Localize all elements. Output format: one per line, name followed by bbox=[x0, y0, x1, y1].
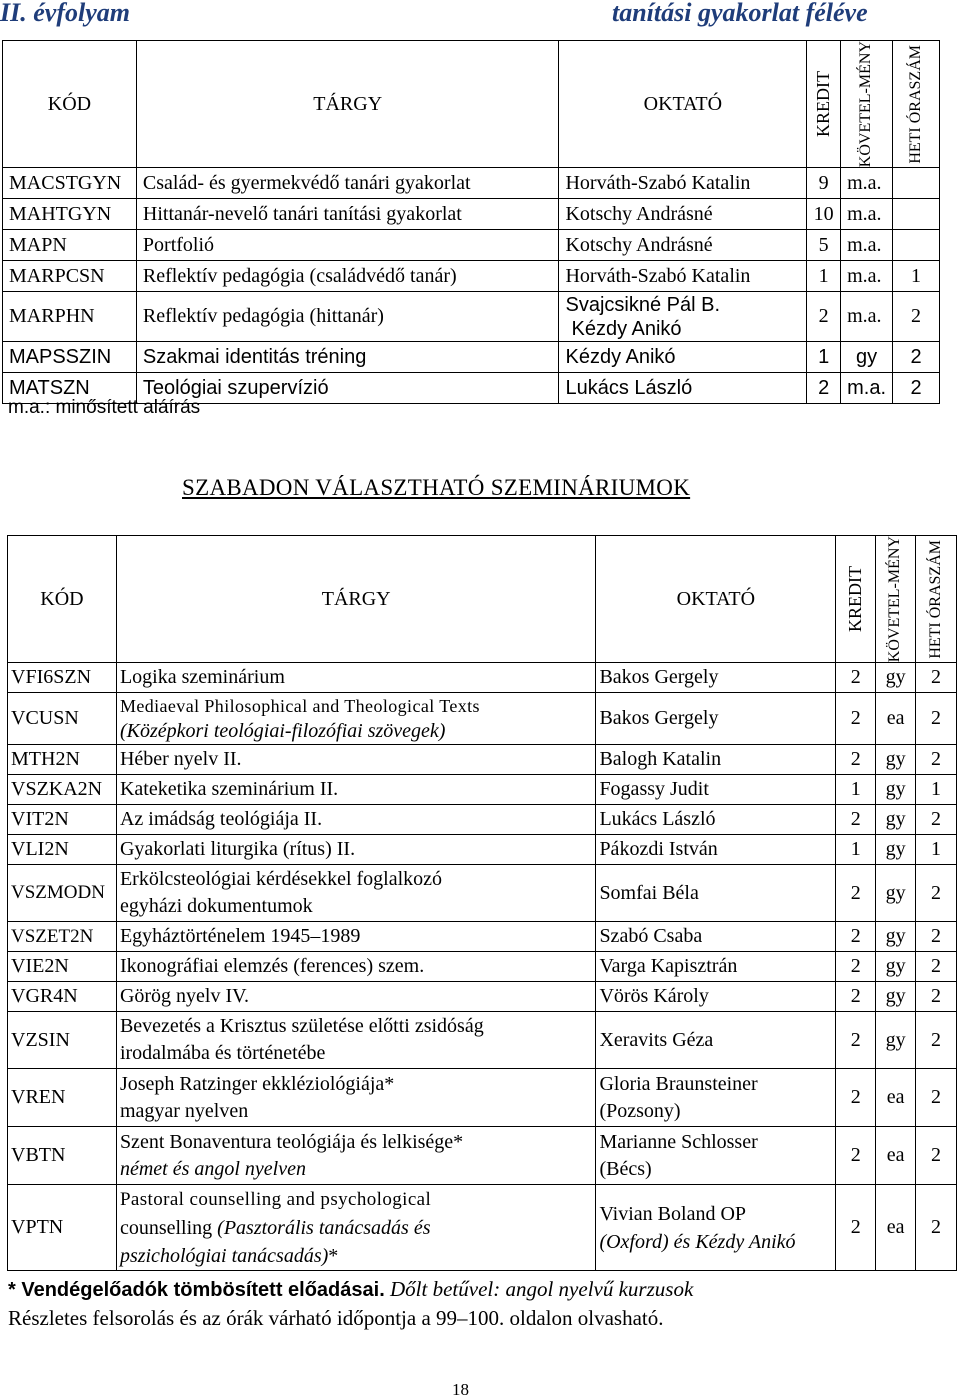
cell-kov: ea bbox=[876, 1069, 916, 1127]
cell-targy: Egyháztörténelem 1945–1989 bbox=[116, 922, 596, 952]
header-kod: KÓD bbox=[3, 41, 137, 168]
targy-line-2: magyar nyelven bbox=[119, 1099, 249, 1122]
cell-kov: gy bbox=[876, 865, 916, 922]
table-row bbox=[8, 922, 957, 952]
cell-kov: gy bbox=[876, 663, 916, 693]
cell-kredit: 1 bbox=[836, 775, 876, 805]
cell-kod: MACSTGYN bbox=[3, 168, 137, 199]
targy-line-2: német és angol nyelven bbox=[119, 1157, 306, 1180]
table-row bbox=[8, 775, 957, 805]
cell-kod: VLI2N bbox=[8, 835, 117, 865]
targy-line-2 bbox=[120, 1214, 596, 1242]
cell-kov: gy bbox=[876, 805, 916, 835]
cell-targy: Szakmai identitás tréning bbox=[136, 342, 559, 373]
cell-oktato: Bakos Gergely bbox=[596, 663, 836, 693]
cell-kredit: 2 bbox=[836, 865, 876, 922]
abbreviation-note: m.a.: minősített aláírás bbox=[8, 397, 201, 418]
cell-heti: 2 bbox=[916, 922, 957, 952]
cell-kov: gy bbox=[876, 982, 916, 1012]
page-number: 18 bbox=[452, 1380, 469, 1399]
table-row bbox=[3, 292, 940, 342]
cell-heti: 2 bbox=[916, 1069, 957, 1127]
cell-oktato: Lukács László bbox=[596, 805, 836, 835]
table-row bbox=[8, 1127, 957, 1185]
cell-kredit: 2 bbox=[836, 922, 876, 952]
header-heti: HETI ÓRASZÁM bbox=[916, 536, 957, 663]
cell-kredit: 2 bbox=[836, 1012, 876, 1069]
targy-line-2-a: counselling bbox=[119, 1216, 218, 1239]
header-kredit: KREDIT bbox=[836, 536, 876, 663]
cell-kredit: 2 bbox=[836, 1185, 876, 1271]
targy-line-1: Szent Bonaventura teológiája és lelkisége* bbox=[119, 1130, 464, 1153]
cell-heti: 2 bbox=[893, 292, 940, 342]
cell-kod: MAPN bbox=[3, 230, 137, 261]
cell-targy bbox=[116, 1069, 596, 1127]
cell-kod: MAHTGYN bbox=[3, 199, 137, 230]
cell-oktato: Vörös Károly bbox=[596, 982, 836, 1012]
oktato-line-1: Vivian Boland OP bbox=[599, 1202, 747, 1225]
table-row bbox=[8, 1012, 957, 1069]
cell-oktato: Kotschy Andrásné bbox=[559, 230, 807, 261]
table-row bbox=[8, 745, 957, 775]
cell-oktato: Szabó Csaba bbox=[596, 922, 836, 952]
cell-targy bbox=[116, 1185, 596, 1271]
cell-targy: Ikonográfiai elemzés (ferences) szem. bbox=[116, 952, 596, 982]
cell-kredit: 2 bbox=[836, 1127, 876, 1185]
cell-targy: Reflektív pedagógia (családvédő tanár) bbox=[136, 261, 559, 292]
cell-oktato: Kotschy Andrásné bbox=[559, 199, 807, 230]
cell-heti: 2 bbox=[916, 745, 957, 775]
oktato-line-2: (Pozsony) bbox=[599, 1099, 681, 1122]
cell-kod: VIT2N bbox=[8, 805, 117, 835]
cell-kredit: 2 bbox=[836, 693, 876, 745]
cell-kov: m.a. bbox=[841, 292, 893, 342]
cell-kod: VPTN bbox=[8, 1185, 117, 1271]
cell-kredit: 10 bbox=[807, 199, 841, 230]
table-row bbox=[8, 952, 957, 982]
cell-kod: MATSZN bbox=[3, 373, 137, 404]
header-targy: TÁRGY bbox=[136, 41, 559, 168]
cell-oktato: Somfai Béla bbox=[596, 865, 836, 922]
cell-kod: MTH2N bbox=[8, 745, 117, 775]
cell-heti: 2 bbox=[916, 982, 957, 1012]
targy-line-1: Joseph Ratzinger ekkléziológiája* bbox=[119, 1072, 395, 1095]
cell-targy: Görög nyelv IV. bbox=[116, 982, 596, 1012]
cell-heti: 2 bbox=[893, 342, 940, 373]
cell-kredit: 2 bbox=[836, 1069, 876, 1127]
cell-heti bbox=[893, 199, 940, 230]
cell-oktato: Pákozdi István bbox=[596, 835, 836, 865]
targy-line-2: (Középkori teológiai-filozófiai szövegek) bbox=[119, 719, 446, 742]
cell-kod: MARPHN bbox=[3, 292, 137, 342]
cell-kod: MARPCSN bbox=[3, 261, 137, 292]
cell-kod: VIE2N bbox=[8, 952, 117, 982]
cell-kov: gy bbox=[876, 775, 916, 805]
table-electives bbox=[7, 535, 957, 1271]
targy-line-2: irodalmába és történetébe bbox=[119, 1042, 326, 1065]
cell-targy: Hittanár-nevelő tanári tanítási gyakorlat bbox=[136, 199, 559, 230]
table-row bbox=[3, 199, 940, 230]
cell-oktato: Bakos Gergely bbox=[596, 693, 836, 745]
cell-targy bbox=[116, 1127, 596, 1185]
table-header-row bbox=[8, 536, 957, 663]
cell-oktato: Balogh Katalin bbox=[596, 745, 836, 775]
header-left: II. évfolyam bbox=[0, 0, 130, 27]
oktato-line-1: Gloria Braunsteiner bbox=[599, 1072, 758, 1095]
cell-kov: m.a. bbox=[841, 199, 893, 230]
table-row bbox=[3, 342, 940, 373]
targy-line-1: Bevezetés a Krisztus születése előtti zsidóság bbox=[119, 1015, 484, 1038]
table-row bbox=[3, 230, 940, 261]
cell-kredit: 1 bbox=[807, 261, 841, 292]
cell-targy: Portfolió bbox=[136, 230, 559, 261]
cell-kredit: 2 bbox=[836, 663, 876, 693]
cell-kov: m.a. bbox=[841, 373, 893, 404]
cell-kredit: 2 bbox=[836, 982, 876, 1012]
cell-oktato: Fogassy Judit bbox=[596, 775, 836, 805]
targy-line-2: egyházi dokumentumok bbox=[119, 895, 313, 918]
cell-heti: 1 bbox=[916, 835, 957, 865]
cell-kod: VSZMODN bbox=[8, 865, 117, 922]
footer-italic: Dőlt betűvel: angol nyelvű kurzusok bbox=[384, 1277, 694, 1301]
cell-kod: VCUSN bbox=[8, 693, 117, 745]
cell-kredit: 1 bbox=[836, 835, 876, 865]
targy-line-1: Erkölcsteológiai kérdésekkel foglalkozó bbox=[119, 868, 443, 891]
cell-kov: gy bbox=[841, 342, 893, 373]
targy-line-1: Pastoral counselling and psychological bbox=[119, 1188, 432, 1210]
table-row bbox=[8, 982, 957, 1012]
cell-heti: 2 bbox=[916, 1185, 957, 1271]
table-row bbox=[8, 663, 957, 693]
table-row bbox=[8, 1069, 957, 1127]
cell-kredit: 2 bbox=[836, 805, 876, 835]
oktato-line-1: Svajcsikné Pál B. bbox=[565, 293, 720, 316]
cell-kredit: 5 bbox=[807, 230, 841, 261]
cell-oktato: Xeravits Géza bbox=[596, 1012, 836, 1069]
cell-kov: ea bbox=[876, 1127, 916, 1185]
cell-heti: 2 bbox=[916, 865, 957, 922]
cell-oktato bbox=[596, 1185, 836, 1271]
cell-heti bbox=[893, 230, 940, 261]
cell-heti: 2 bbox=[893, 373, 940, 404]
cell-oktato: Horváth-Szabó Katalin bbox=[559, 261, 807, 292]
header-heti: HETI ÓRASZÁM bbox=[893, 41, 940, 168]
cell-targy: Reflektív pedagógia (hittanár) bbox=[136, 292, 559, 342]
cell-kov: gy bbox=[876, 952, 916, 982]
cell-oktato: Lukács László bbox=[559, 373, 807, 404]
cell-targy: Az imádság teológiája II. bbox=[116, 805, 596, 835]
header-kod: KÓD bbox=[8, 536, 117, 663]
targy-line-3-a: pszichológiai tanácsadás) bbox=[119, 1244, 329, 1267]
cell-kod: VSZET2N bbox=[8, 922, 117, 952]
cell-oktato: Kézdy Anikó bbox=[559, 342, 807, 373]
cell-heti: 2 bbox=[916, 663, 957, 693]
header-right: tanítási gyakorlat féléve bbox=[612, 0, 868, 27]
cell-kod: VZSIN bbox=[8, 1012, 117, 1069]
cell-kredit: 2 bbox=[836, 952, 876, 982]
cell-targy: Logika szeminárium bbox=[116, 663, 596, 693]
oktato-line-2: Kézdy Anikó bbox=[571, 317, 682, 340]
cell-targy: Héber nyelv II. bbox=[116, 745, 596, 775]
cell-oktato bbox=[596, 1069, 836, 1127]
cell-kov: m.a. bbox=[841, 168, 893, 199]
header-oktato: OKTATÓ bbox=[559, 41, 807, 168]
cell-kov: gy bbox=[876, 745, 916, 775]
cell-heti: 1 bbox=[916, 775, 957, 805]
cell-kredit: 2 bbox=[807, 373, 841, 404]
cell-oktato bbox=[596, 1127, 836, 1185]
cell-kov: gy bbox=[876, 922, 916, 952]
cell-targy: Teológiai szupervízió bbox=[136, 373, 559, 404]
table-row bbox=[8, 865, 957, 922]
cell-heti: 2 bbox=[916, 693, 957, 745]
footer-line-1 bbox=[8, 1277, 693, 1302]
cell-kredit: 2 bbox=[836, 745, 876, 775]
cell-kod: VFI6SZN bbox=[8, 663, 117, 693]
targy-line-2-b: (Pasztorális tanácsadás és bbox=[217, 1216, 431, 1239]
cell-heti: 2 bbox=[916, 805, 957, 835]
oktato-line-2: (Oxford) és Kézdy Anikó bbox=[599, 1230, 796, 1253]
cell-heti: 1 bbox=[893, 261, 940, 292]
table-row bbox=[3, 261, 940, 292]
table-row bbox=[3, 168, 940, 199]
cell-oktato: Horváth-Szabó Katalin bbox=[559, 168, 807, 199]
targy-line-1: Mediaeval Philosophical and Theological Texts bbox=[119, 695, 480, 716]
cell-kov: gy bbox=[876, 835, 916, 865]
footer-line-2: Részletes felsorolás és az órák várható időpontja a 99–100. oldalon olvasható. bbox=[8, 1306, 664, 1330]
cell-heti bbox=[893, 168, 940, 199]
oktato-line-1: Marianne Schlosser bbox=[599, 1130, 758, 1153]
cell-kredit: 9 bbox=[807, 168, 841, 199]
cell-targy bbox=[116, 865, 596, 922]
cell-kod: VBTN bbox=[8, 1127, 117, 1185]
cell-heti: 2 bbox=[916, 952, 957, 982]
header-targy: TÁRGY bbox=[116, 536, 596, 663]
table-mandatory bbox=[2, 40, 940, 404]
cell-oktato: Varga Kapisztrán bbox=[596, 952, 836, 982]
footer-bold: * Vendégelőadók tömbösített előadásai. bbox=[8, 1279, 385, 1301]
cell-kredit: 2 bbox=[807, 292, 841, 342]
header-oktato: OKTATÓ bbox=[596, 536, 836, 663]
table-row bbox=[8, 693, 957, 745]
header-kovetelmeny: KÖVETEL-MÉNY bbox=[876, 536, 916, 663]
cell-heti: 2 bbox=[916, 1127, 957, 1185]
section-title: SZABADON VÁLASZTHATÓ SZEMINÁRIUMOK bbox=[182, 475, 691, 500]
oktato-line-2: (Bécs) bbox=[599, 1157, 652, 1180]
cell-kredit: 1 bbox=[807, 342, 841, 373]
cell-kov: gy bbox=[876, 1012, 916, 1069]
cell-targy: Kateketika szeminárium II. bbox=[116, 775, 596, 805]
cell-targy bbox=[116, 693, 596, 745]
cell-kod: VSZKA2N bbox=[8, 775, 117, 805]
cell-kov: m.a. bbox=[841, 261, 893, 292]
cell-targy: Család- és gyermekvédő tanári gyakorlat bbox=[136, 168, 559, 199]
header-kredit: KREDIT bbox=[807, 41, 841, 168]
cell-heti: 2 bbox=[916, 1012, 957, 1069]
targy-line-3-b: * bbox=[328, 1244, 339, 1267]
table-header-row bbox=[3, 41, 940, 168]
cell-targy bbox=[116, 1012, 596, 1069]
cell-kod: MAPSSZIN bbox=[3, 342, 137, 373]
cell-kod: VGR4N bbox=[8, 982, 117, 1012]
cell-kov: ea bbox=[876, 1185, 916, 1271]
cell-oktato bbox=[559, 292, 807, 342]
cell-kov: ea bbox=[876, 693, 916, 745]
header-kovetelmeny: KÖVETEL-MÉNY bbox=[841, 41, 893, 168]
table-row bbox=[8, 835, 957, 865]
cell-kov: m.a. bbox=[841, 230, 893, 261]
cell-kod: VREN bbox=[8, 1069, 117, 1127]
table-row bbox=[8, 805, 957, 835]
table-row bbox=[8, 1185, 957, 1271]
targy-line-3 bbox=[120, 1242, 596, 1270]
cell-targy: Gyakorlati liturgika (rítus) II. bbox=[116, 835, 596, 865]
